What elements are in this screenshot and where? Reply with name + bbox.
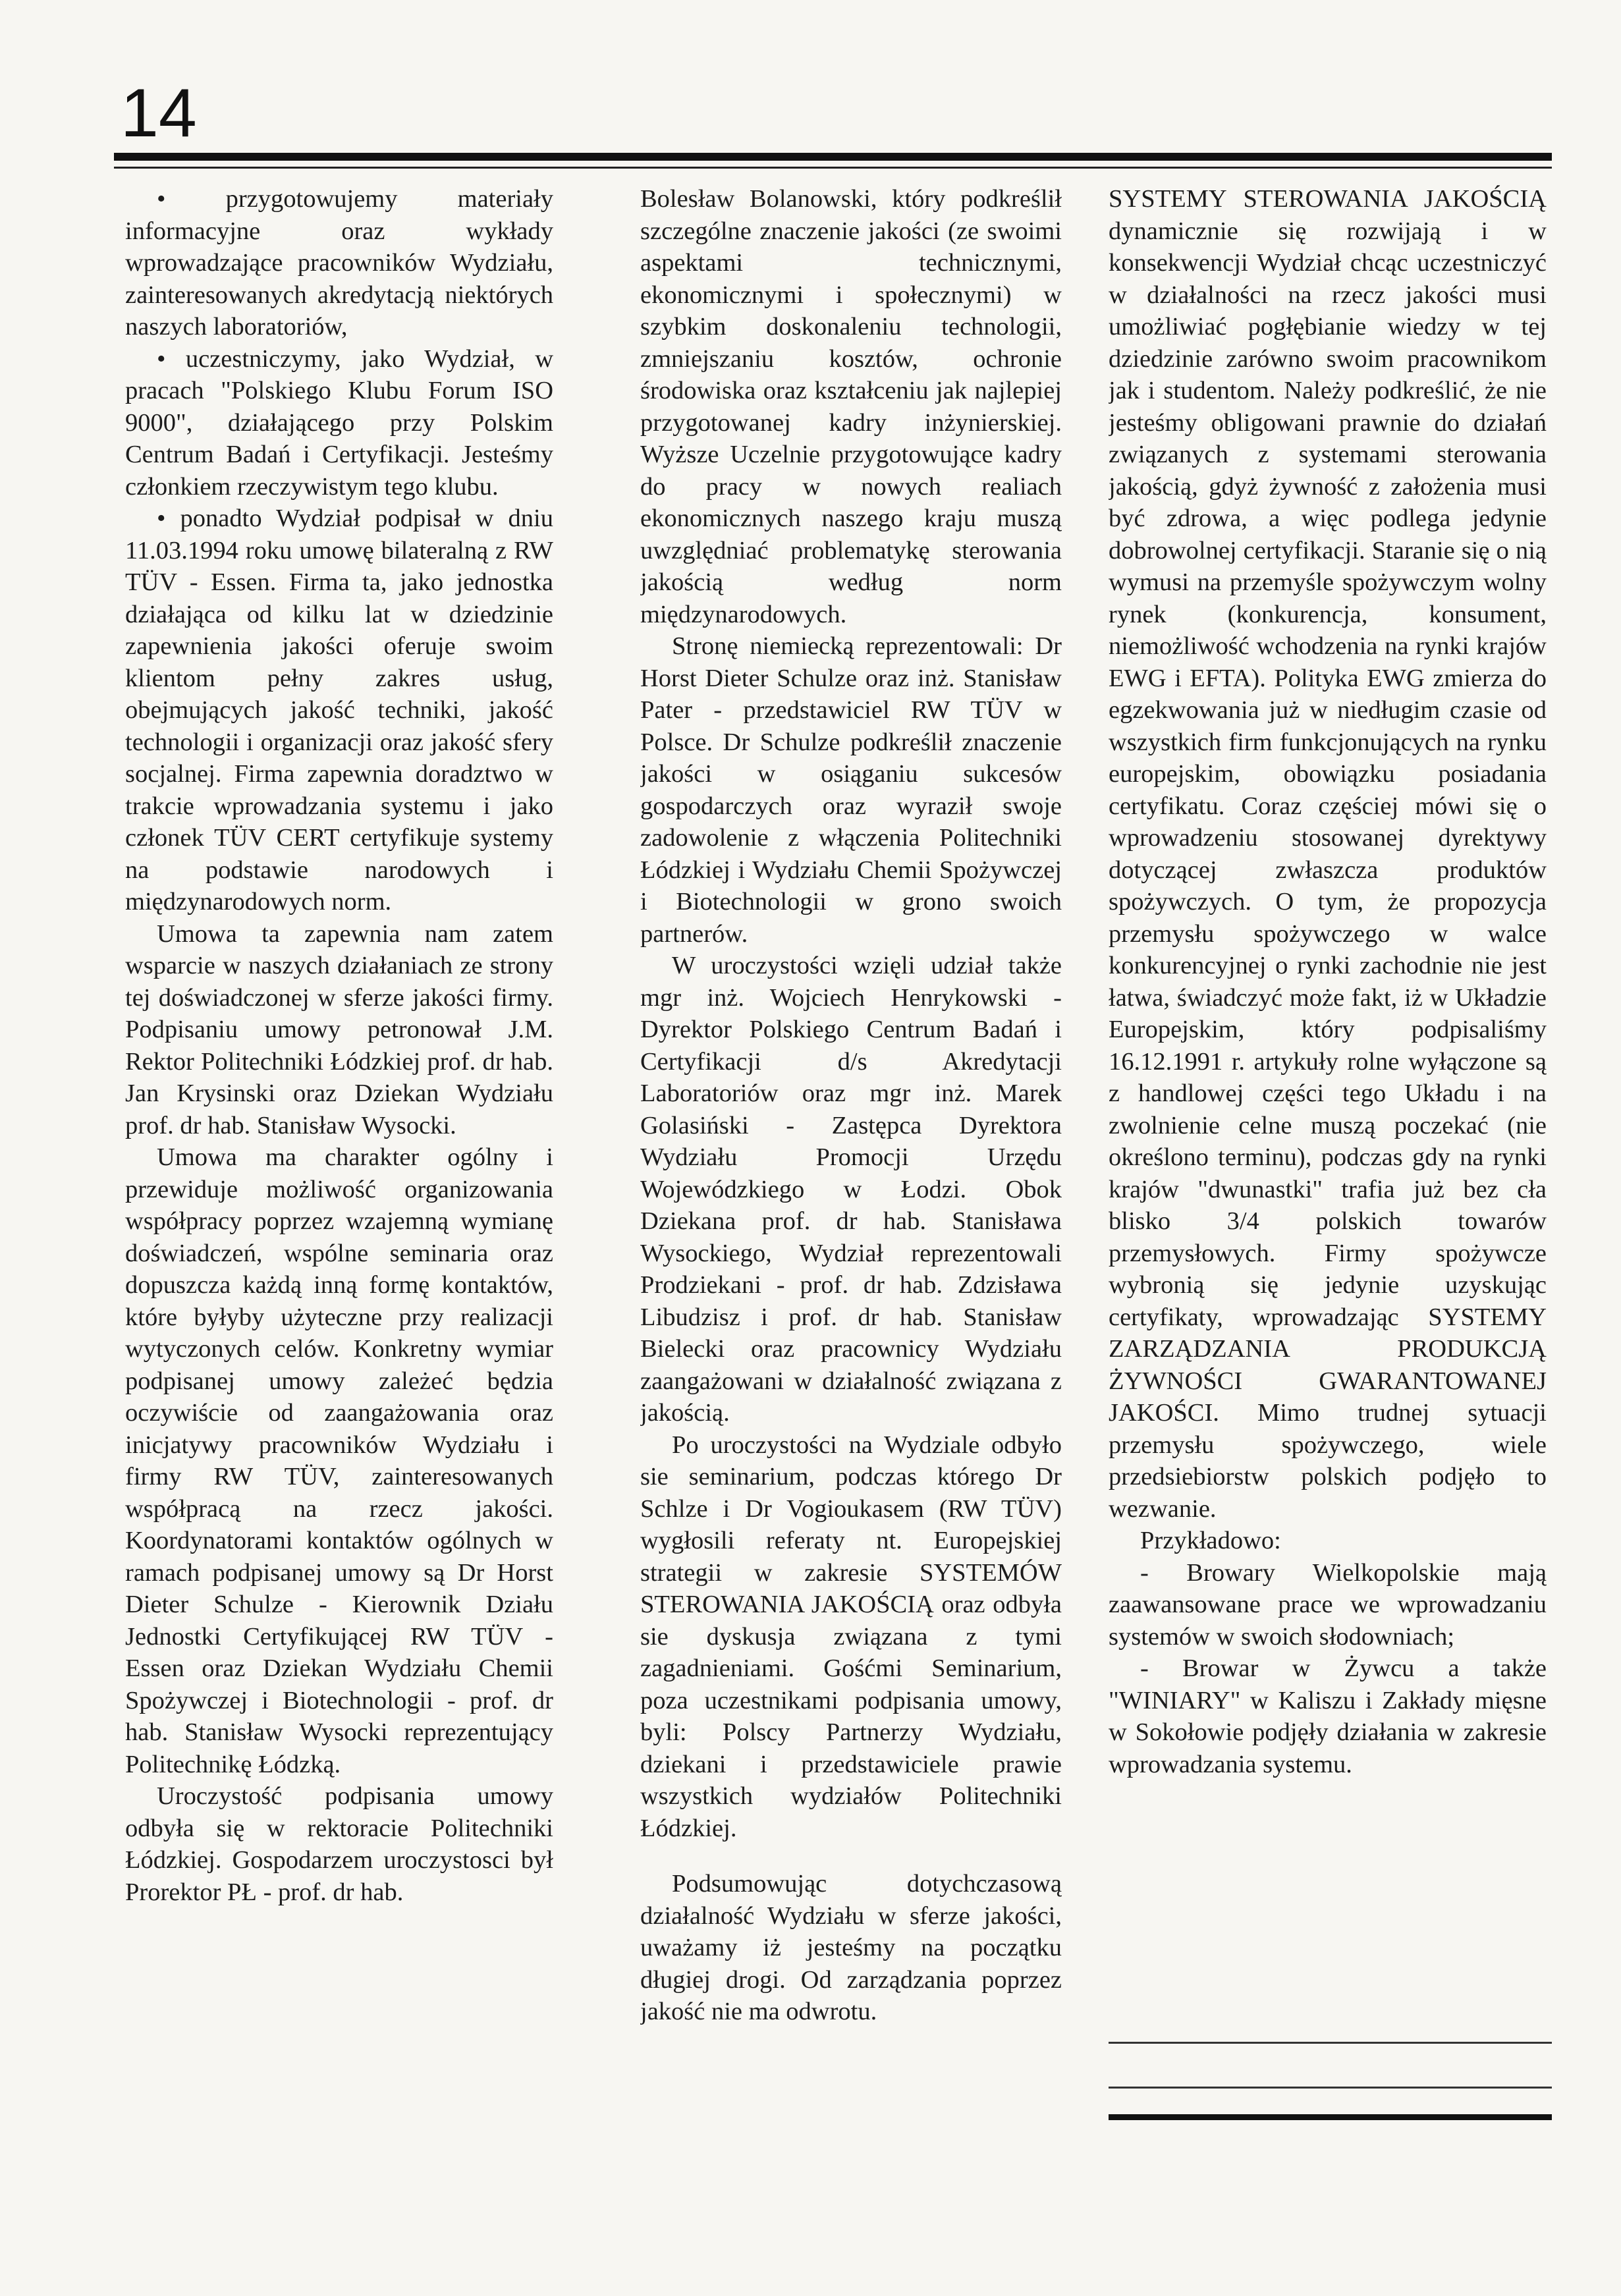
- header-rule-thin: [114, 167, 1552, 169]
- bullet-paragraph: • przygotowujemy materiały informacyjne oraz wykłady wprowadzające pracowników Wydziału, zainteresowanych akredytacją niektórych naszych laboratoriów,: [125, 185, 553, 341]
- text-column-1: [125, 183, 553, 2152]
- paragraph: Uroczystość podpisania umowy odbyła się w rektoracie Politechniki Łódzkiej. Gospodarzem uroczystosci był Prorektor PŁ - prof. dr hab.: [125, 1782, 553, 1906]
- list-item: - Browary Wielkopolskie mają zaawansowane prace we wprowadzaniu systemów w swoich słodowniach;: [1109, 1558, 1547, 1651]
- paragraph: Podsumowując dotychczasową działalność Wydziału w sferze jakości, uważamy iż jesteśmy na początku długiej drogi. Od zarządzania poprzez jakość nie ma odwrotu.: [640, 1870, 1062, 2025]
- paragraph: Umowa ma charakter ogólny i przewiduje możliwość organizowania współpracy poprzez wzajemną wymianę doświadczeń, wspólne seminaria oraz dopuszcza każdą inną formę kontaktów, które byłyby użyteczne przy realizacji wytyczonych celów. Konkretny wymiar podpisanej umowy zależeć będzia oczywiście od zaangażowania oraz inicjatywy pracowników Wydziału i firmy RW TÜV, zainteresowanych współpracą na rzecz jakości. Koordynatorami kontaktów ogólnych w ramach podpisanej umowy są Dr Horst Dieter Schulze - Kierownik Działu Jednostki Certyfikującej RW TÜV - Essen oraz Dziekan Wydziału Chemii Spożywczej i Biotechnologii - prof. dr hab. Stanisław Wysocki reprezentujący Politechnikę Łódzką.: [125, 1143, 553, 1778]
- text-column-2: [640, 183, 1062, 2152]
- text-column-3: [1109, 183, 1547, 2152]
- paragraph: W uroczystości wzięli udział także mgr inż. Wojciech Henrykowski - Dyrektor Polskiego Centrum Badań i Certyfikacji d/s Akredytacji Laboratoriów oraz mgr inż. Marek Golasiński - Zastępca Dyrektora Wydziału Promocji Urzędu Wojewódzkiego w Łodzi. Obok Dziekana prof. dr hab. Stanisława Wysockiego, Wydział reprezentowali Prodziekani - prof. dr hab. Zdzisława Libudzisz i prof. dr hab. Stanisław Bielecki oraz pracownicy Wydziału zaangażowani w działalność związana z jakością.: [640, 952, 1062, 1427]
- list-item: - Browar w Żywcu a także "WINIARY" w Kaliszu i Zakłady mięsne w Sokołowie podjęły działania w zakresie wprowadzania systemu.: [1109, 1654, 1547, 1778]
- paragraph: Umowa ta zapewnia nam zatem wsparcie w naszych działaniach ze strony tej doświadczonej w sferze jakości firmy. Podpisaniu umowy petronował J.M. Rektor Politechniki Łódzkiej prof. dr hab. Jan Krysinski oraz Dziekan Wydziału prof. dr hab. Stanisław Wysocki.: [125, 919, 553, 1139]
- closing-rule: [1109, 2042, 1552, 2044]
- bullet-paragraph: • uczestniczymy, jako Wydział, w pracach "Polskiego Klubu Forum ISO 9000", działającego przy Polskim Centrum Badań i Certyfikacji. Jesteśmy członkiem rzeczywistym tego klubu.: [125, 344, 553, 501]
- page-number: 14: [121, 75, 197, 151]
- paragraph: Stronę niemiecką reprezentowali: Dr Horst Dieter Schulze oraz inż. Stanisław Pater - przedstawiciel RW TÜV w Polsce. Dr Schulze podkreślił znaczenie jakości w osiąganiu sukcesów gospodarczych oraz wyraził swoje zadowolenie z włączenia Politechniki Łódzkiej i Wydziału Chemii Spożywczej i Biotechnologii w grono swoich partnerów.: [640, 632, 1062, 948]
- closing-rule-thick: [1109, 2114, 1552, 2120]
- paragraph: Bolesław Bolanowski, który podkreślił szczególne znaczenie jakości (ze swoimi aspektami technicznymi, ekonomicznymi i społecznymi) w szybkim doskonaleniu technologii, zmniejszaniu kosztów, ochronie środowiska oraz kształceniu jak najlepiej przygotowanej kadry inżynierskiej. Wyższe Uczelnie przygotowujące kadry do pracy w nowych realiach ekonomicznych naszego kraju muszą uwzględniać problematykę sterowania jakością według norm międzynarodowych.: [640, 185, 1062, 628]
- closing-rule: [1109, 2087, 1552, 2089]
- paragraph: Przykładowo:: [1140, 1527, 1281, 1554]
- header-rule-thick: [114, 153, 1552, 161]
- paragraph: SYSTEMY STEROWANIA JAKOŚCIĄ dynamicznie się rozwijają i w konsekwencji Wydział chcąc uczestniczyć w działalności na rzecz jakości musi umożliwiać pogłębianie wiedzy w tej dziedzinie zarówno swoim pracownikom jak i studentom. Należy podkreślić, że nie jesteśmy obligowani prawnie do działań związanych z systemami sterowania jakością, gdyż żywność z założenia musi być zdrowa, a więc podlega jedynie dobrowolnej certyfikacji. Staranie się o nią wymusi na przemyśle spożywczym wolny rynek (konkurencja, konsument, niemożliwość wchodzenia na rynki krajów EWG i EFTA). Polityka EWG zmierza do egzekwowania już w niedługim czasie od wszystkich firm funkcjonujących na rynku europejskim, obowiązku posiadania certyfikatu. Coraz częściej mówi się o wprowadzeniu stosowanej dyrektywy dotyczącej zwłaszcza produktów spożywczych. O tym, że propozycja przemysłu spożywczego w walce konkurencyjnej o rynki zachodnie nie jest łatwa, świadczyć może fakt, iż w Układzie Europejskim, który podpisaliśmy 16.12.1991 r. artykuły rolne wyłączone są z handlowej części tego Układu i na zwolnienie celne muszą poczekać (nie określono terminu), podczas gdy na rynki krajów "dwunastki" trafia już bez cła blisko 3/4 polskich towarów przemysłowych. Firmy spożywcze wybronią się jedynie uzyskując certyfikaty, wprowadzając SYSTEMY ZARZĄDZANIA PRODUKCJĄ ŻYWNOŚCI GWARANTOWANEJ JAKOŚCI. Mimo trudnej sytuacji przemysłu spożywczego, wiele przedsiebiorstw polskich podjęło to wezwanie.: [1109, 185, 1547, 1523]
- paragraph: Po uroczystości na Wydziale odbyło sie seminarium, podczas którego Dr Schlze i Dr Vogioukasem (RW TÜV) wygłosili referaty nt. Europejskiej strategii w zakresie SYSTEMÓW STEROWANIA JAKOŚCIĄ oraz odbyła sie dyskusja związana z tymi zagadnieniami. Gośćmi Seminarium, poza uczestnikami podpisania umowy, byli: Polscy Partnerzy Wydziału, dziekani i przedstawiciele prawie wszystkich wydziałów Politechniki Łódzkiej.: [640, 1431, 1062, 1842]
- bullet-paragraph: • ponadto Wydział podpisał w dniu 11.03.1994 roku umowę bilateralną z RW TÜV - Essen. Firma ta, jako jednostka działająca od kilku lat w dziedzinie zapewnienia jakości oferuje swoim klientom pełny zakres usług, obejmujących jakość techniki, jakość technologii i organizacji oraz jakość sfery socjalnej. Firma zapewnia doradztwo w trakcie wprowadzania systemu i jako członek TÜV CERT certyfikuje systemy na podstawie narodowych i międzynarodowych norm.: [125, 505, 553, 916]
